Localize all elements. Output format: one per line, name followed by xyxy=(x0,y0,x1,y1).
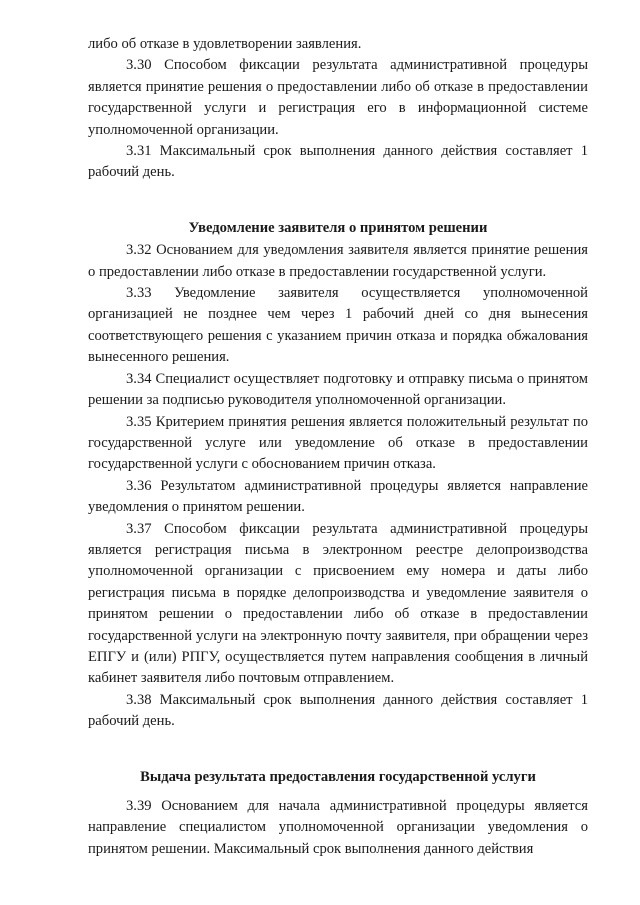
section-heading-notification: Уведомление заявителя о принятом решении xyxy=(188,219,488,236)
paragraph-3-32: 3.32 Основанием для уведомления заявителя является принятие решения о предоставлении либо отказе в предоставлении государственной услуги. xyxy=(88,242,588,280)
paragraph-continuation: либо об отказе в удовлетворении заявления. xyxy=(88,36,362,52)
paragraph-3-38: 3.38 Максимальный срок выполнения данного действия составляет 1 рабочий день. xyxy=(88,691,588,730)
paragraph-3-33: 3.33 Уведомление заявителя осуществляется уполномоченной организацией не позднее чем через 1 рабочий дней со дня вынесения соответствующего решения с указанием причин отказа и порядка обжалования вынесенного решения. xyxy=(88,285,588,366)
paragraph-3-30: 3.30 Способом фиксации результата административной процедуры является принятие решения о предоставлении либо об отказе в предоставлении государственной услуги и регистрация его в информационной системе уполномоченной организации. xyxy=(88,57,588,138)
paragraph-3-39: 3.39 Основанием для начала административной процедуры является направление специалистом уполномоченной организации уведомления о принятом решении. Максимальный срок выполнения данного действия xyxy=(88,798,588,857)
paragraph-3-37: 3.37 Способом фиксации результата административной процедуры является регистрация письма в электронном реестре делопроизводства уполномоченной организации с присвоением ему номера и даты либо регистрация письма в порядке делопроизводства и уведомление заявителя о принятом решении о предоставлении либо об отказе в предоставлении государственной услуги на электронную почту заявителя, при обращении через ЕПГУ и (или) РПГУ, осуществляется путем направления сообщения в личный кабинет заявителя либо почтовым отправлением. xyxy=(88,520,588,687)
paragraph-3-34: 3.34 Специалист осуществляет подготовку и отправку письма о принятом решении за подписью руководителя уполномоченной организации. xyxy=(88,370,588,409)
paragraph-3-36: 3.36 Результатом административной процедуры является направление уведомления о принятом решении. xyxy=(88,477,588,516)
paragraph-3-31: 3.31 Максимальный срок выполнения данного действия составляет 1 рабочий день. xyxy=(88,143,588,181)
section-heading-result-issuance: Выдача результата предоставления государственной услуги xyxy=(140,768,536,785)
paragraph-3-35: 3.35 Критерием принятия решения является положительный результат по государственной услуге или уведомление об отказе в предоставлении государственной услуги с обоснованием причин отказа. xyxy=(88,413,588,473)
